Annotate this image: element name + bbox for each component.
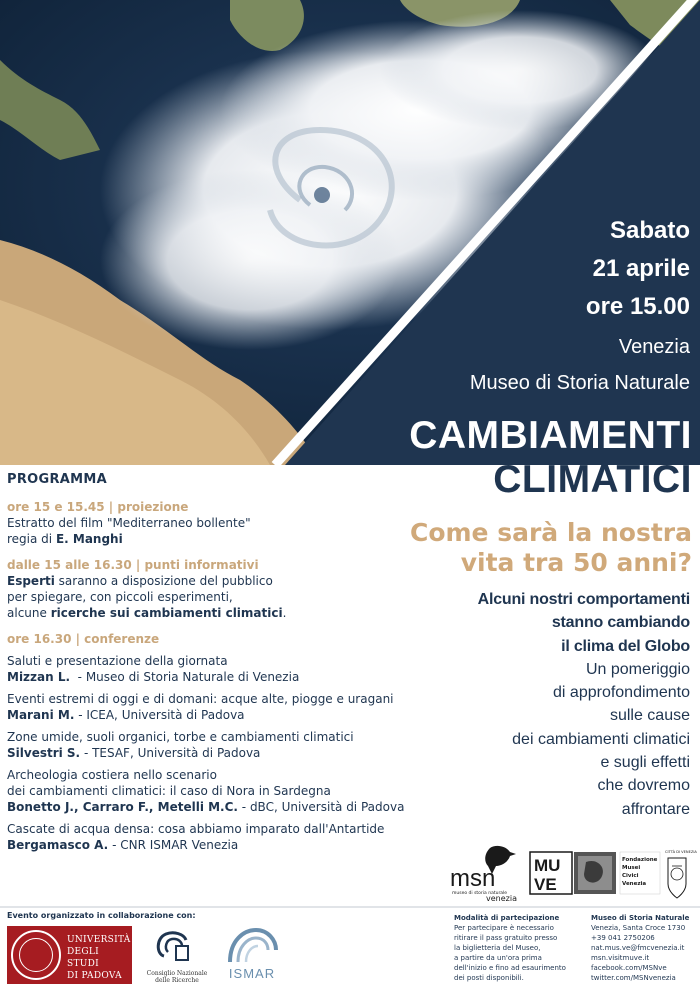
talk-affiliation: - CNR ISMAR Venezia bbox=[108, 838, 239, 852]
talk-affiliation: - dBC, Università di Padova bbox=[237, 800, 405, 814]
msn-logo bbox=[450, 846, 517, 903]
film-director: E. Manghi bbox=[55, 532, 123, 546]
cnr-line: Consiglio Nazionale bbox=[146, 970, 208, 977]
footer-divider bbox=[0, 906, 700, 908]
msn-subtitle: museo di storia naturale bbox=[452, 891, 508, 896]
museum-contacts bbox=[591, 913, 696, 983]
museum-facebook: facebook.com/MSNve bbox=[591, 964, 667, 972]
participation-line: la biglietteria del Museo, bbox=[454, 944, 541, 952]
description-bold-line: il clima del Globo bbox=[561, 637, 690, 655]
talk-title: Zone umide, suoli organici, torbe e cambiamenti climatici bbox=[7, 730, 354, 744]
event-description bbox=[400, 588, 690, 821]
program-text bbox=[7, 531, 412, 547]
description-line: che dovremo bbox=[597, 777, 690, 795]
fondazione-line: Musei bbox=[622, 865, 641, 871]
unipd-line: UNIVERSITÀ bbox=[67, 935, 131, 945]
participation-line: Per partecipare è necessario bbox=[454, 924, 554, 932]
page-title bbox=[409, 414, 692, 502]
ismar-name: ISMAR bbox=[228, 966, 276, 981]
conference-talk bbox=[7, 691, 412, 723]
muve-line-2: VE bbox=[534, 875, 557, 894]
talk-speaker: Bonetto J., Carraro F., Metelli M.C. bbox=[7, 800, 238, 814]
unipd-seal-inner bbox=[19, 938, 53, 972]
talk-affiliation: - ICEA, Università di Padova bbox=[74, 708, 245, 722]
talk-affiliation: - Museo di Storia Naturale di Venezia bbox=[70, 670, 300, 684]
museum-twitter: twitter.com/MSNvenezia bbox=[591, 974, 676, 982]
participation-heading: Modalità di partecipazione bbox=[454, 914, 560, 922]
museum-email: nat.mus.ve@fmcvenezia.it bbox=[591, 944, 685, 952]
event-day: Sabato bbox=[609, 217, 690, 244]
talk-speaker-line bbox=[7, 745, 412, 761]
talk-title: Cascate di acqua densa: cosa abbiamo imparato dall'Antartide bbox=[7, 822, 385, 836]
muve-logo bbox=[530, 852, 616, 894]
program-section bbox=[7, 472, 412, 853]
cnr-emblem-icon bbox=[142, 926, 212, 970]
program-section-label: dalle 15 alle 16.30 | punti informativi bbox=[7, 558, 259, 572]
msn-wordmark: msn bbox=[450, 865, 496, 892]
event-info bbox=[470, 212, 690, 398]
program-bold-fragment: ricerche sui cambiamenti climatici bbox=[50, 606, 283, 620]
participation-line: dei posti disponibili. bbox=[454, 974, 524, 982]
talk-affiliation: - TESAF, Università di Padova bbox=[80, 746, 261, 760]
unipd-line: DEGLI STUDI bbox=[67, 947, 100, 969]
talk-speaker: Bergamasco A. bbox=[7, 838, 109, 852]
program-text: Estratto del film "Mediterraneo bollente" bbox=[7, 516, 251, 530]
program-section-label: ore 16.30 | conferenze bbox=[7, 632, 160, 646]
talk-title: Archeologia costiera nello scenario bbox=[7, 768, 217, 782]
conference-talk bbox=[7, 821, 412, 853]
unipd-logo bbox=[7, 926, 132, 984]
participation-info bbox=[454, 913, 584, 983]
description-line: dei cambiamenti climatici bbox=[512, 730, 690, 748]
citta-di-venezia-logo bbox=[665, 849, 697, 898]
msn-city: venezia bbox=[486, 894, 517, 903]
participation-line: ritirare il pass gratuito presso bbox=[454, 934, 558, 942]
unipd-line: DI PADOVA bbox=[67, 971, 122, 981]
description-bold-line: stanno cambiando bbox=[551, 614, 690, 632]
museum-website: msn.visitmuve.it bbox=[591, 954, 650, 962]
title-line-1: CAMBIAMENTI bbox=[409, 414, 692, 457]
ismar-logo bbox=[222, 926, 282, 984]
museum-address: Venezia, Santa Croce 1730 bbox=[591, 924, 686, 932]
conference-talk bbox=[7, 767, 412, 815]
talk-speaker-line bbox=[7, 837, 412, 853]
cnr-name bbox=[142, 970, 212, 984]
ismar-wave-icon bbox=[222, 926, 282, 968]
participation-line: dell'inizio e fino ad esaurimento bbox=[454, 964, 566, 972]
description-line: di approfondimento bbox=[553, 684, 690, 702]
organizer-logos-graphic bbox=[450, 844, 697, 903]
program-bold-fragment: Esperti bbox=[7, 574, 55, 588]
talk-speaker-line bbox=[7, 707, 412, 723]
fondazione-line: Venezia bbox=[622, 881, 647, 887]
museum-heading: Museo di Storia Naturale bbox=[591, 914, 690, 922]
program-text: per spiegare, con piccoli esperimenti, bbox=[7, 590, 233, 604]
event-date: 21 aprile bbox=[592, 255, 690, 282]
talk-speaker-line bbox=[7, 669, 412, 685]
program-text-fragment: saranno a disposizione del pubblico bbox=[54, 574, 273, 588]
description-line: sulle cause bbox=[609, 707, 690, 725]
program-section-label: ore 15 e 15.45 | proiezione bbox=[7, 500, 189, 514]
museum-phone: +39 041 2750206 bbox=[591, 934, 655, 942]
program-text-fragment: regia di bbox=[7, 532, 56, 546]
muve-line-1: MU bbox=[534, 856, 561, 875]
talk-title: Eventi estremi di oggi e di domani: acque alte, piogge e uragani bbox=[7, 692, 394, 706]
event-time: ore 15.00 bbox=[585, 293, 690, 320]
event-venue: Museo di Storia Naturale bbox=[469, 372, 690, 394]
fondazione-line: Civici bbox=[622, 873, 639, 879]
subtitle-line-2: vita tra 50 anni? bbox=[460, 548, 692, 577]
participation-line: a partire da un'ora prima bbox=[454, 954, 542, 962]
organizer-logos bbox=[450, 844, 697, 903]
fondazione-logo bbox=[620, 852, 660, 894]
talk-title: Saluti e presentazione della giornata bbox=[7, 654, 228, 668]
program-text-fragment: alcune bbox=[7, 606, 51, 620]
cnr-line: delle Ricerche bbox=[155, 977, 199, 984]
program-text bbox=[7, 605, 412, 621]
talk-title: dei cambiamenti climatici: il caso di Nora in Sardegna bbox=[7, 784, 331, 798]
conference-talk bbox=[7, 729, 412, 761]
description-line: affrontare bbox=[621, 800, 690, 818]
talk-speaker: Marani M. bbox=[7, 708, 75, 722]
cnr-logo bbox=[142, 926, 212, 986]
talk-speaker: Mizzan L. bbox=[7, 670, 71, 684]
conference-talk bbox=[7, 653, 412, 685]
talk-speaker-line bbox=[7, 799, 412, 815]
program-text bbox=[7, 573, 412, 589]
event-city: Venezia bbox=[618, 336, 690, 358]
description-line: Un pomeriggio bbox=[585, 660, 690, 678]
page-subtitle bbox=[410, 518, 692, 578]
description-line: e sugli effetti bbox=[600, 754, 690, 772]
collaboration-label: Evento organizzato in collaborazione con: bbox=[7, 911, 196, 920]
fondazione-line: Fondazione bbox=[622, 857, 658, 863]
shield-icon bbox=[668, 858, 686, 898]
program-text-fragment: . bbox=[282, 606, 287, 620]
title-line-2: CLIMATICI bbox=[493, 458, 692, 501]
description-bold-line: Alcuni nostri comportamenti bbox=[477, 591, 690, 608]
unipd-name bbox=[67, 934, 132, 982]
talk-speaker: Silvestri S. bbox=[7, 746, 81, 760]
subtitle-line-1: Come sarà la nostra bbox=[409, 518, 692, 547]
program-heading: PROGRAMMA bbox=[7, 472, 107, 487]
citta-label: CITTÀ DI VENEZIA bbox=[665, 850, 697, 854]
